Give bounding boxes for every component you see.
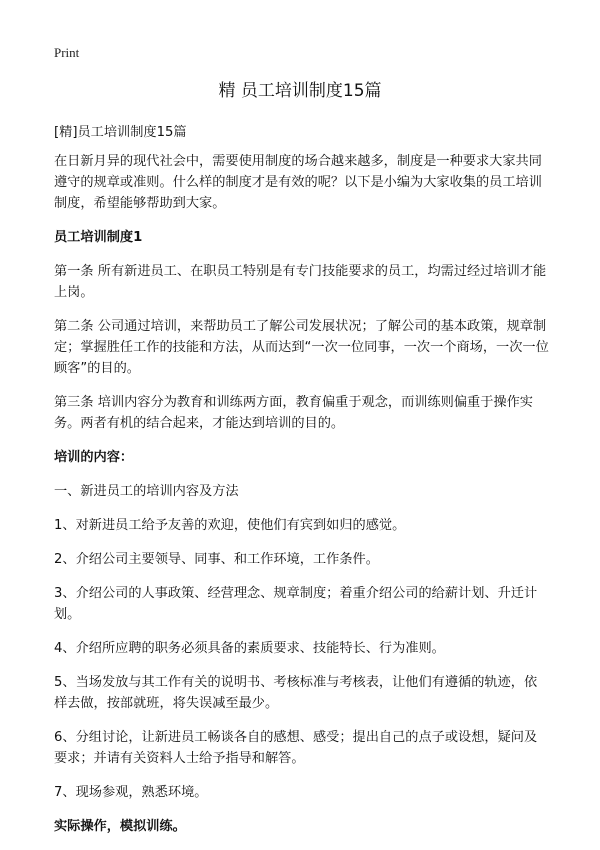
print-link[interactable]: Print	[54, 45, 80, 60]
list-item: 1、对新进员工给予友善的欢迎，使他们有宾到如归的感觉。	[54, 518, 406, 533]
document-title: 精 员工培训制度15篇	[218, 81, 382, 101]
practice-heading: 实际操作，模拟训练。	[54, 819, 186, 834]
content-heading: 培训的内容：	[54, 450, 134, 465]
article-paragraph-1: 第一条 所有新进员工、在职员工特别是有专门技能要求的员工，均需过经过培训才能上岗。	[54, 264, 547, 300]
list-item: 4、介绍所应聘的职务必须具备的素质要求、技能特长、行为准则。	[54, 641, 445, 656]
article-body	[54, 122, 550, 850]
intro-paragraph: 在日新月异的现代社会中，需要使用制度的场合越来越多，制度是一种要求大家共同遵守的规章或准则。什么样的制度才是有效的呢？以下是小编为大家收集的员工培训制度，希望能够帮助到大家。	[54, 154, 542, 211]
list-item: 3、介绍公司的人事政策、经营理念、规章制度；着重介绍公司的给薪计划、升迁计划。	[54, 586, 538, 622]
article-paragraph-3: 第三条 培训内容分为教育和训练两方面，教育偏重于观念，而训练则偏重于操作实务。两者有机的结合起来，才能达到培训的目的。	[54, 395, 533, 431]
article-subtitle: [精]员工培训制度15篇	[54, 125, 187, 140]
section-heading: 员工培训制度1	[54, 230, 143, 245]
new-staff-heading: 一、新进员工的培训内容及方法	[54, 484, 239, 499]
list-item: 6、分组讨论，让新进员工畅谈各自的感想、感受；提出自己的点子或设想，疑问及要求；并请有关资料人士给予指导和解答。	[54, 730, 538, 766]
list-item: 7、现场参观，熟悉环境。	[54, 785, 208, 800]
list-item: 2、介绍公司主要领导、同事、和工作环境，工作条件。	[54, 552, 379, 567]
list-item: 5、当场发放与其工作有关的说明书、考核标准与考核表，让他们有遵循的轨迹，依样去做，按部就班，将失误减至最少。	[54, 675, 538, 711]
article-paragraph-2: 第二条 公司通过培训，来帮助员工了解公司发展状况；了解公司的基本政策，规章制定；掌握胜任工作的技能和方法，从而达到“一次一位同事，一次一个商场，一次一位顾客”的目的。	[54, 319, 549, 376]
